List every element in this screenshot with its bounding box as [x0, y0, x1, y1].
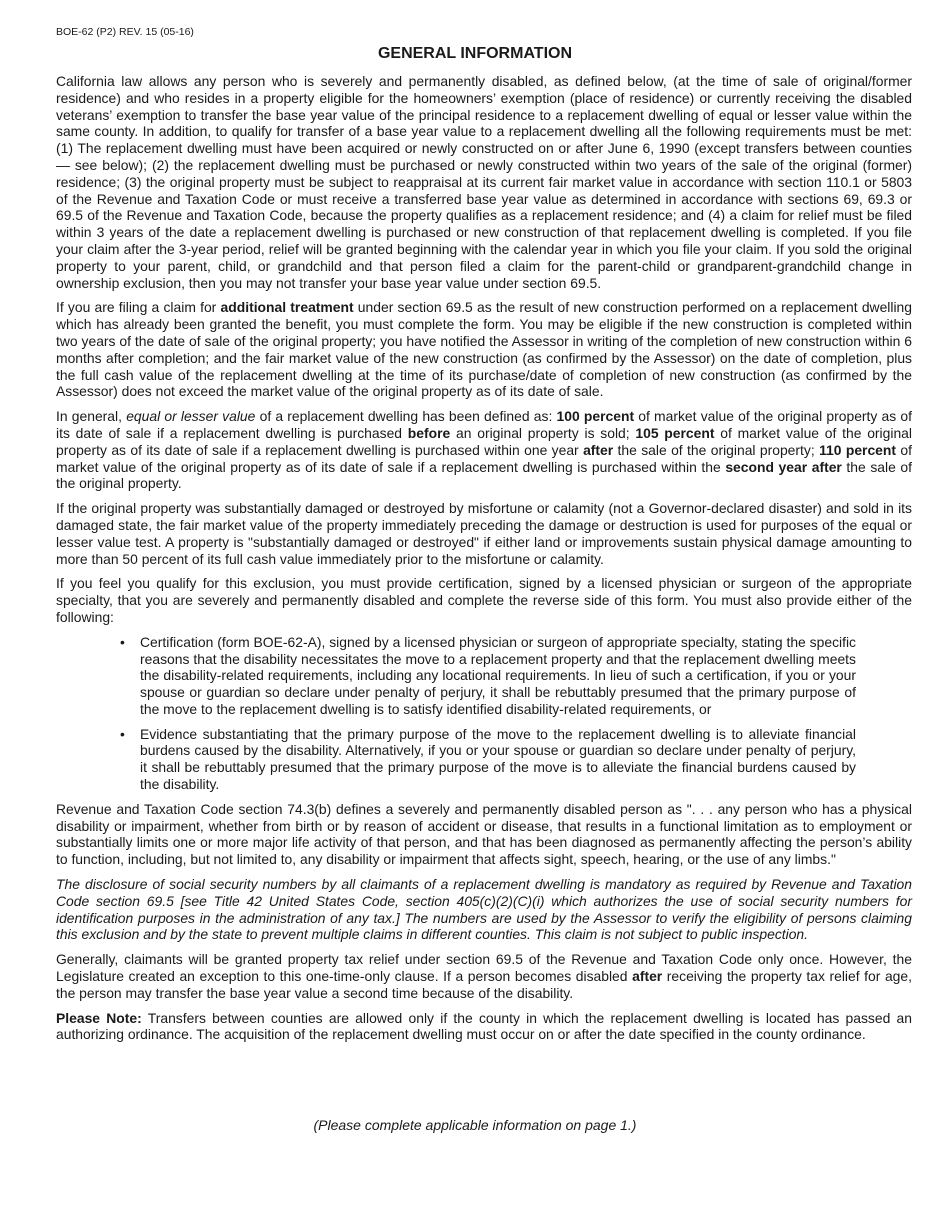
document-body	[56, 73, 912, 1051]
emphasis-110-percent: 110 percent	[819, 441, 897, 458]
paragraph-please-note: Please Note: Transfers between counties are allowed only if the county in which the replacement dwelling is located has passed an authorizing ordinance. The acquisition of the replacement dwelling must occur on or after the date specified in the county ordinance.	[56, 1009, 912, 1043]
paragraph-definition: Revenue and Taxation Code section 74.3(b) defines a severely and permanently disabled person as ". . . any person who has a physical disability or impairment, whether from birth or by reason of accident or disease, that results in a functional limitation as to employment or substantially limits one or more major life activity of that person, and that has been diagnosed as permanently affecting the person’s ability to function, including, but not limited to, any disability or impairment that affects sight, speech, hearing, or the use of any limbs."	[56, 800, 912, 868]
footer-note: (Please complete applicable information on page 1.)	[313, 1117, 637, 1133]
paragraph-equal-or-lesser-value: In general, equal or lesser value of a replacement dwelling has been defined as: 100 percent of market value of the original property as of its date of sale if a replacement dwelling is purchased before an original property is sold; 105 percent of market value of the original property as of its date of sale if a replacement dwelling is purchased within one year after the sale of the original property; 110 percent of market value of the original property as of its date of sale if a replacement dwelling is purchased within the second year after the sale of the original property.	[56, 408, 912, 492]
paragraph-ssn-disclosure: The disclosure of social security numbers by all claimants of a replacement dwelling is mandatory as required by Revenue and Taxation Code section 69.5 [see Title 42 United States Code, section 405(c)(2)(C)(i) which authorizes the use of social security numbers for identification purposes in the administration of any tax.] The numbers are used by the Assessor to verify the eligibility of persons claiming this exclusion and by the state to prevent multiple claims in different counties. This claim is not subject to public inspection.	[56, 876, 912, 943]
form-id: BOE-62 (P2) REV. 15 (05-16)	[56, 26, 194, 38]
paragraph-damaged-property: If the original property was substantially damaged or destroyed by misfortune or calamity (not a Governor-declared disaster) and sold in its damaged state, the fair market value of the property immediately preceding the damage or destruction is used for purposes of the equal or lesser value test. A property is "substantially damaged or destroyed" if either land or improvements sustain physical damage amounting to more than 50 percent of its full cash value immediately prior to the misfortune or calamity.	[56, 500, 912, 567]
list-item-certification: • Certification (form BOE-62-A), signed by a licensed physician or surgeon of appropriate specialty, stating the specific reasons that the disability necessitates the move to a replacement property and that the replacement dwelling meets the disability-related requirements, including any locational requirements. In lieu of such a certification, if you or your spouse or guardian so declare under penalty of perjury, it shall be rebuttably presumed that the primary purpose of the move to the replacement dwelling is to satisfy identified disability-related requirements, or	[140, 634, 856, 718]
emphasis-additional-treatment: additional treatment	[220, 299, 354, 316]
paragraph-certification: If you feel you qualify for this exclusion, you must provide certification, signed by a licensed physician or surgeon of the appropriate specialty, that you are severely and permanently disabled and complete the reverse side of this form. You must also provide either of the following:	[56, 575, 912, 625]
emphasis-equal-or-lesser-value: equal or lesser value	[126, 408, 256, 425]
emphasis-after: after	[583, 441, 614, 458]
paragraph-requirements: California law allows any person who is severely and permanently disabled, as defined below, (at the time of sale of original/former residence) and who resides in a property eligible for the homeowners’ exemption (place of residence) or currently receiving the disabled veterans’ exemption to transfer the base year value of the principal residence to a replacement dwelling of equal or lesser value within the same county. In addition, to qualify for transfer of a base year value to a replacement dwelling all the following requirements must be met: (1) The replacement dwelling must have been acquired or newly constructed on or after June 6, 1990 (except transfers between counties — see below); (2) the replacement dwelling must be purchased or newly constructed within two years of the sale of the original (former) residence; (3) the original property must be subject to reappraisal at its current fair market value in accordance with section 110.1 or 5803 of the Revenue and Taxation Code or must receive a transferred base year value as determined in accordance with sections 69, 69.3 or 69.5 of the Revenue and Taxation Code, because the property qualifies as a replacement residence; and (4) a claim for relief must be filed within 3 years of the date a replacement dwelling is purchased or new construction of that replacement dwelling is completed. If you file your claim after the 3-year period, relief will be granted beginning with the calendar year in which you file your claim. If you sold the original property to your parent, child, or grandchild and that person filed a claim for the parent-child or grandparent-grandchild change in ownership exclusion, then you may not transfer your base year value under section 69.5.	[56, 73, 912, 291]
please-note-label: Please Note:	[56, 1009, 142, 1026]
page-title: GENERAL INFORMATION	[377, 45, 573, 62]
emphasis-100-percent: 100 percent	[556, 408, 635, 425]
emphasis-second-year-after: second year after	[725, 458, 842, 475]
emphasis-105-percent: 105 percent	[635, 424, 715, 441]
emphasis-after-disabled: after	[632, 968, 663, 985]
emphasis-before: before	[407, 424, 451, 441]
paragraph-one-time-relief: Generally, claimants will be granted property tax relief under section 69.5 of the Revenue and Taxation Code only once. However, the Legislature created an exception to this one-time-only clause. If a person becomes disabled after receiving the property tax relief for age, the person may transfer the base year value a second time because of the disability.	[56, 951, 912, 1001]
list-item-evidence: • Evidence substantiating that the primary purpose of the move to the replacement dwelling is to alleviate financial burdens caused by the disability. Alternatively, if you or your spouse or guardian so declare under penalty of perjury, it shall be rebuttably presumed that the primary purpose of the move is to alleviate the financial burdens caused by the disability.	[140, 726, 856, 793]
requirement-list	[56, 634, 912, 793]
paragraph-additional-treatment: If you are filing a claim for additional treatment under section 69.5 as the result of new construction performed on a replacement dwelling which has already been granted the benefit, you must complete the form. You may be eligible if the new construction is completed within two years of the date of sale of the original property; you have notified the Assessor in writing of the completion of new construction within 6 months after completion; and the fair market value of the new construction (as confirmed by the Assessor) on the date of completion, plus the full cash value of the replacement dwelling at the time of its purchase/date of completion of new construction (as confirmed by the Assessor) does not exceed the market value of the original property as of its date of sale.	[56, 299, 913, 400]
